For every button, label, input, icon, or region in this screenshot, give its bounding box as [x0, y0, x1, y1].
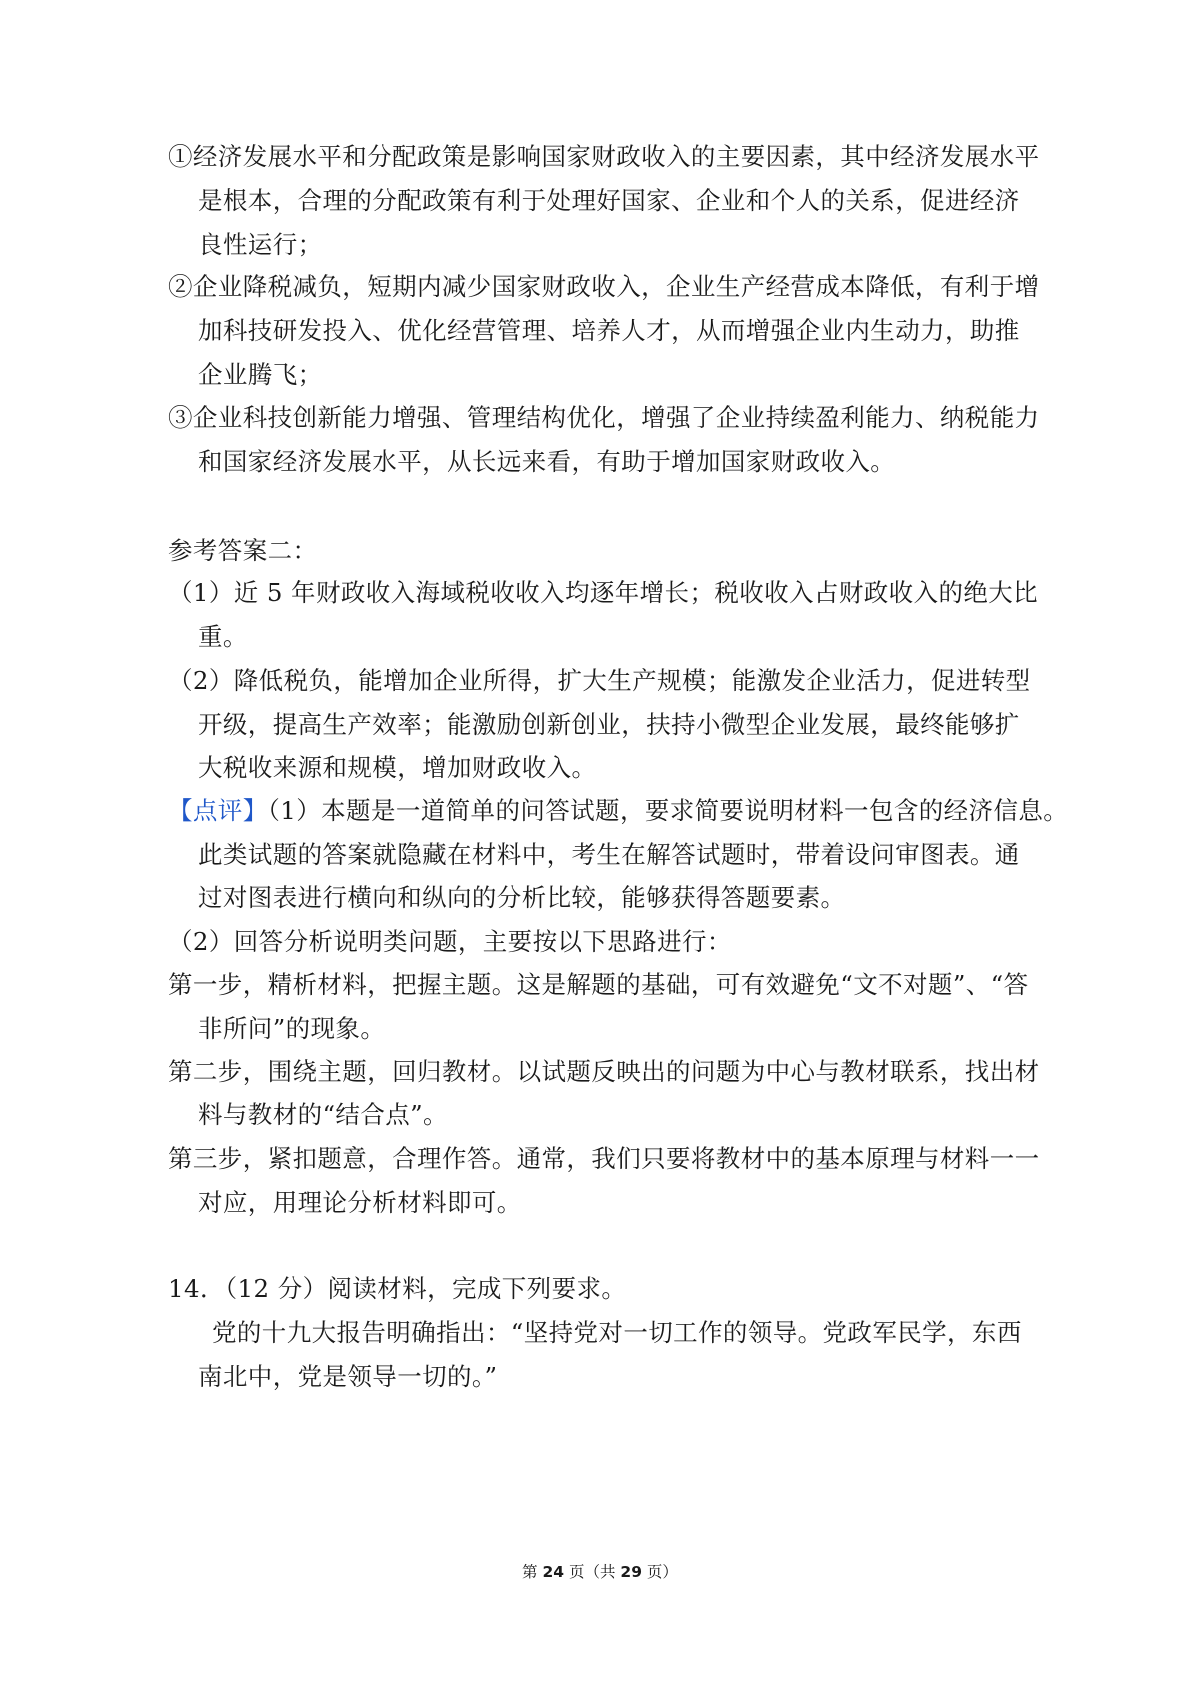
question14-material-line2: 南北中，党是领导一切的。” [198, 1362, 498, 1391]
step3-line1: 第三步，紧扣题意，合理作答。通常，我们只要将教材中的基本原理与材料一一 [168, 1144, 1040, 1173]
answer2-q1-line1: （1）近 5 年财政收入海域税收收入均逐年增长；税收收入占财政收入的绝大比 [168, 578, 1039, 607]
question14-title: 14．（12 分）阅读材料，完成下列要求。 [168, 1274, 627, 1303]
item1-line1: ①经济发展水平和分配政策是影响国家财政收入的主要因素，其中经济发展水平 [168, 142, 1040, 171]
step1-line2: 非所问”的现象。 [198, 1014, 386, 1043]
item3-line1: ③企业科技创新能力增强、管理结构优化，增强了企业持续盈利能力、纳税能力 [168, 403, 1040, 432]
answer2-q2-line1: （2）降低税负，能增加企业所得，扩大生产规模；能激发企业活力，促进转型 [168, 666, 1031, 695]
step2-line1: 第二步，围绕主题，回归教材。以试题反映出的问题为中心与教材联系，找出材 [168, 1057, 1040, 1086]
answer2-q2-line2: 开级，提高生产效率；能激励创新创业，扶持小微型企业发展，最终能够扩 [198, 710, 1020, 739]
page-footer [0, 1560, 1200, 1584]
comment-p1-text: （1）本题是一道简单的问答试题，要求简要说明材料一包含的经济信息。 [267, 796, 1069, 825]
item2-line3: 企业腾飞； [198, 360, 323, 389]
comment-p2: （2）回答分析说明类问题，主要按以下思路进行： [168, 927, 732, 956]
footer-total-pages: 29 [620, 1563, 642, 1581]
comment-p1-line1 [168, 794, 1068, 828]
item2-line2: 加科技研发投入、优化经营管理、培养人才，从而增强企业内生动力，助推 [198, 316, 1020, 345]
item1-line2: 是根本，合理的分配政策有利于处理好国家、企业和个人的关系，促进经济 [198, 186, 1020, 215]
step1-line1: 第一步，精析材料，把握主题。这是解题的基础，可有效避免“文不对题”、“答 [168, 970, 1029, 999]
comment-tag: 【点评】 [168, 796, 268, 825]
footer-prefix: 第 [522, 1563, 543, 1581]
answer2-q2-line3: 大税收来源和规模，增加财政收入。 [198, 753, 597, 782]
answer2-q1-line2: 重。 [198, 622, 248, 651]
footer-page-number: 24 [542, 1563, 565, 1581]
footer-middle: 页（共 [564, 1563, 621, 1581]
footer-suffix: 页） [642, 1563, 678, 1581]
question14-material-line1: 党的十九大报告明确指出：“坚持党对一切工作的领导。党政军民学，东西 [212, 1318, 1022, 1347]
item2-line1: ②企业降税减负，短期内减少国家财政收入，企业生产经营成本降低，有利于增 [168, 272, 1040, 301]
comment-p1-line2: 此类试题的答案就隐藏在材料中，考生在解答试题时，带着设问审图表。通 [198, 840, 1020, 869]
answer2-heading: 参考答案二： [168, 536, 318, 565]
comment-p1-line3: 过对图表进行横向和纵向的分析比较，能够获得答题要素。 [198, 883, 846, 912]
item3-line2: 和国家经济发展水平，从长远来看，有助于增加国家财政收入。 [198, 447, 896, 476]
step2-line2: 料与教材的“结合点”。 [198, 1100, 448, 1129]
item1-line3: 良性运行； [198, 230, 323, 259]
step3-line2: 对应，用理论分析材料即可。 [198, 1188, 522, 1217]
